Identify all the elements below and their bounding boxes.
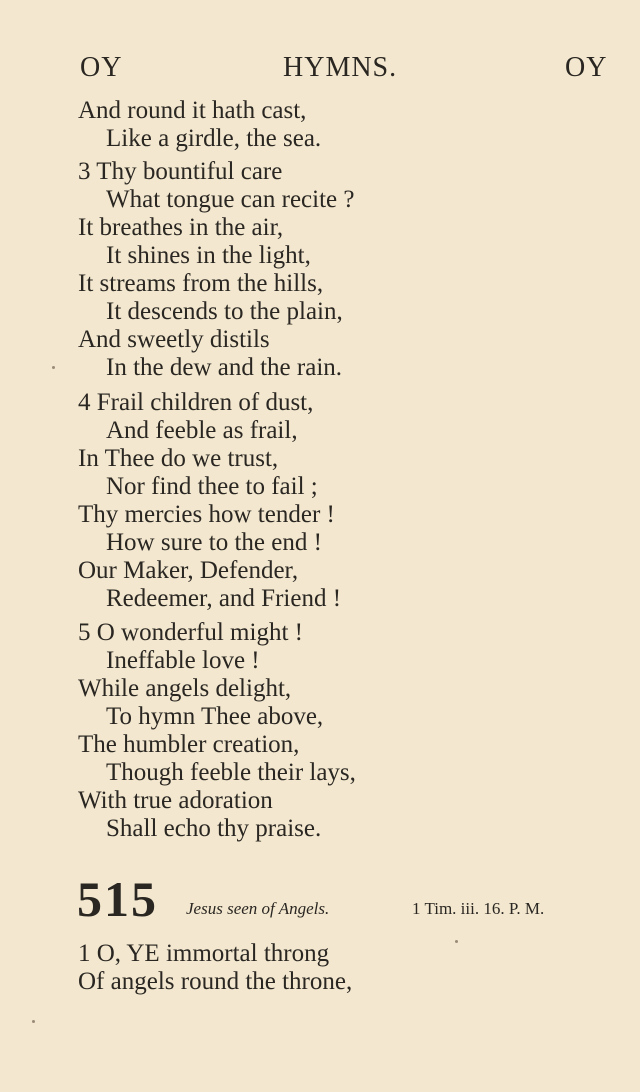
verse-line: And feeble as frail,	[106, 417, 298, 444]
verse-line-stanza-5: 5 O wonderful might !	[78, 619, 303, 646]
verse-line: How sure to the end !	[106, 529, 322, 556]
paper-speck	[32, 1020, 35, 1023]
verse-line: Though feeble their lays,	[106, 759, 356, 786]
verse-line: In Thee do we trust,	[78, 445, 279, 472]
header-left-running-title: OY	[80, 52, 123, 83]
verse-line: It descends to the plain,	[106, 298, 343, 325]
verse-line: Our Maker, Defender,	[78, 557, 299, 584]
verse-line: In the dew and the rain.	[106, 354, 343, 381]
verse-line-stanza-4: 4 Frail children of dust,	[78, 389, 314, 416]
header-right-running-title: OY	[565, 52, 608, 83]
verse-line: Shall echo thy praise.	[106, 815, 322, 842]
verse-line: To hymn Thee above,	[106, 703, 324, 730]
verse-line: Ineffable love !	[106, 647, 260, 674]
hymn-number: 515	[77, 871, 158, 927]
verse-line: Of angels round the throne,	[78, 968, 353, 995]
verse-line: While angels delight,	[78, 675, 292, 702]
verse-line: Thy mercies how tender !	[78, 501, 335, 528]
verse-line-stanza-1: 1 O, YE immortal throng	[78, 940, 330, 967]
verse-line: And sweetly distils	[78, 326, 270, 353]
verse-line: Redeemer, and Friend !	[106, 585, 342, 612]
paper-speck	[52, 366, 55, 369]
verse-line: It shines in the light,	[106, 242, 311, 269]
paper-speck	[455, 940, 458, 943]
scripture-reference: 1 Tim. iii. 16. P. M.	[412, 899, 545, 918]
verse-line: With true adoration	[78, 787, 273, 814]
header-center-title: HYMNS.	[283, 52, 398, 83]
verse-line: Like a girdle, the sea.	[106, 125, 322, 152]
verse-line: And round it hath cast,	[78, 97, 307, 124]
verse-line: Nor find thee to fail ;	[106, 473, 318, 500]
verse-line-stanza-3: 3 Thy bountiful care	[78, 158, 283, 185]
verse-line: It breathes in the air,	[78, 214, 284, 241]
verse-line: It streams from the hills,	[78, 270, 324, 297]
verse-line: The humbler creation,	[78, 731, 300, 758]
hymn-title: Jesus seen of Angels.	[186, 899, 330, 918]
verse-line: What tongue can recite ?	[106, 186, 355, 213]
